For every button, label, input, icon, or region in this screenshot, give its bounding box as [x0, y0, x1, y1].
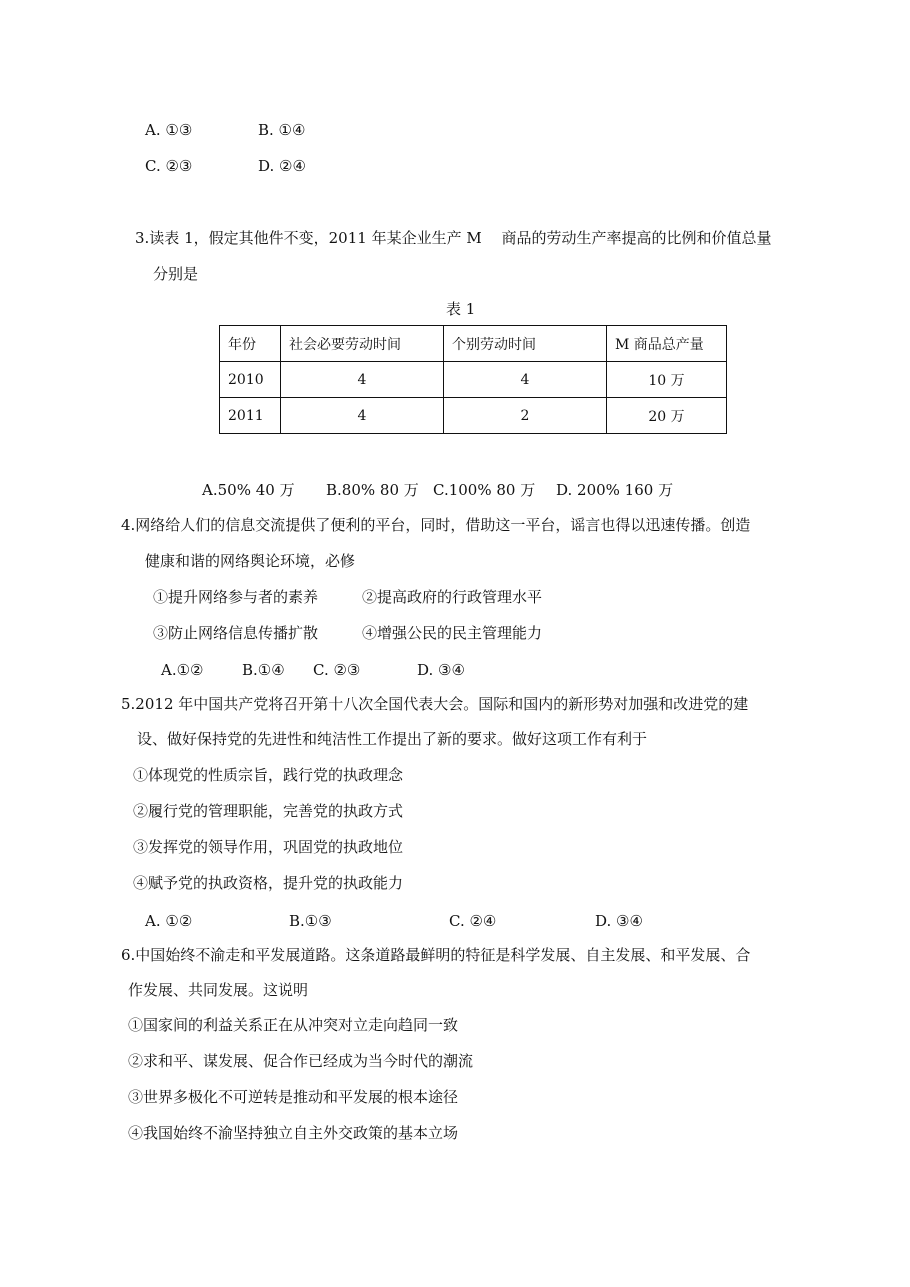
table-header-cell: 年份: [220, 326, 281, 362]
table-header-cell: 个别劳动时间: [444, 326, 607, 362]
q6-item-4: ④我国始终不渝坚持独立自主外交政策的基本立场: [128, 1124, 459, 1142]
q3-stem-line2: 分别是: [153, 265, 199, 283]
q2-option-a: A. ①③: [145, 121, 193, 139]
q3-table-title: 表 1: [446, 300, 476, 318]
q6-stem-line1: 6.中国始终不渝走和平发展道路。这条道路最鲜明的特征是科学发展、自主发展、和平发展、合: [121, 946, 751, 964]
q5-item-2: ②履行党的管理职能，完善党的执政方式: [133, 802, 404, 820]
q3-option-a: A.50% 40 万: [202, 481, 295, 499]
q4-item-3: ③防止网络信息传播扩散: [153, 624, 319, 642]
q4-stem-line1: 4.网络给人们的信息交流提供了便利的平台，同时，借助这一平台，谣言也得以迅速传播。创造: [121, 516, 751, 534]
q5-option-d: D. ③④: [595, 912, 643, 930]
q2-option-b: B. ①④: [258, 121, 306, 139]
q6-stem-line2: 作发展、共同发展。这说明: [128, 981, 309, 999]
q4-option-a: A.①②: [161, 661, 204, 679]
table-header-row: [220, 326, 727, 362]
q6-item-2: ②求和平、谋发展、促合作已经成为当今时代的潮流: [128, 1052, 474, 1070]
table-row: [220, 362, 727, 398]
q4-item-4: ④增强公民的民主管理能力: [362, 624, 543, 642]
q6-item-3: ③世界多极化不可逆转是推动和平发展的根本途径: [128, 1088, 459, 1106]
table-cell: 4: [281, 398, 444, 434]
table-cell: 4: [281, 362, 444, 398]
table-header-cell: 社会必要劳动时间: [281, 326, 444, 362]
q5-option-b: B.①③: [289, 912, 332, 930]
table-cell: 4: [444, 362, 607, 398]
q5-item-1: ①体现党的性质宗旨，践行党的执政理念: [133, 766, 404, 784]
q3-data-table: [219, 325, 727, 434]
table-header-cell: M 商品总产量: [607, 326, 727, 362]
table-cell: 10 万: [607, 362, 727, 398]
q4-option-c: C. ②③: [313, 661, 361, 679]
q4-option-b: B.①④: [242, 661, 285, 679]
table-cell: 2010: [220, 362, 281, 398]
table-cell: 2: [444, 398, 607, 434]
q6-item-1: ①国家间的利益关系正在从冲突对立走向趋同一致: [128, 1016, 459, 1034]
q4-item-1: ①提升网络参与者的素养: [153, 588, 319, 606]
table-cell: 20 万: [607, 398, 727, 434]
q5-item-3: ③发挥党的领导作用，巩固党的执政地位: [133, 838, 404, 856]
q5-option-c: C. ②④: [449, 912, 497, 930]
q3-option-c: C.100% 80 万: [433, 481, 536, 499]
q5-stem-line1: 5.2012 年中国共产党将召开第十八次全国代表大会。国际和国内的新形势对加强和改进党的建: [121, 695, 749, 713]
q5-option-a: A. ①②: [145, 912, 193, 930]
q2-option-c: C. ②③: [145, 157, 193, 175]
table-cell: 2011: [220, 398, 281, 434]
table-row: [220, 398, 727, 434]
q4-option-d: D. ③④: [417, 661, 465, 679]
q3-stem-line1: 3.读表 1，假定其他件不变，2011 年某企业生产 M 商品的劳动生产率提高的比例和价值总量: [135, 229, 772, 247]
q4-stem-line2: 健康和谐的网络舆论环境，必修: [145, 552, 356, 570]
q3-option-d: D. 200% 160 万: [556, 481, 674, 499]
q2-option-d: D. ②④: [258, 157, 306, 175]
q5-item-4: ④赋予党的执政资格，提升党的执政能力: [133, 874, 404, 892]
q5-stem-line2: 设、做好保持党的先进性和纯洁性工作提出了新的要求。做好这项工作有利于: [137, 730, 648, 748]
q4-item-2: ②提高政府的行政管理水平: [362, 588, 543, 606]
q3-option-b: B.80% 80 万: [326, 481, 419, 499]
